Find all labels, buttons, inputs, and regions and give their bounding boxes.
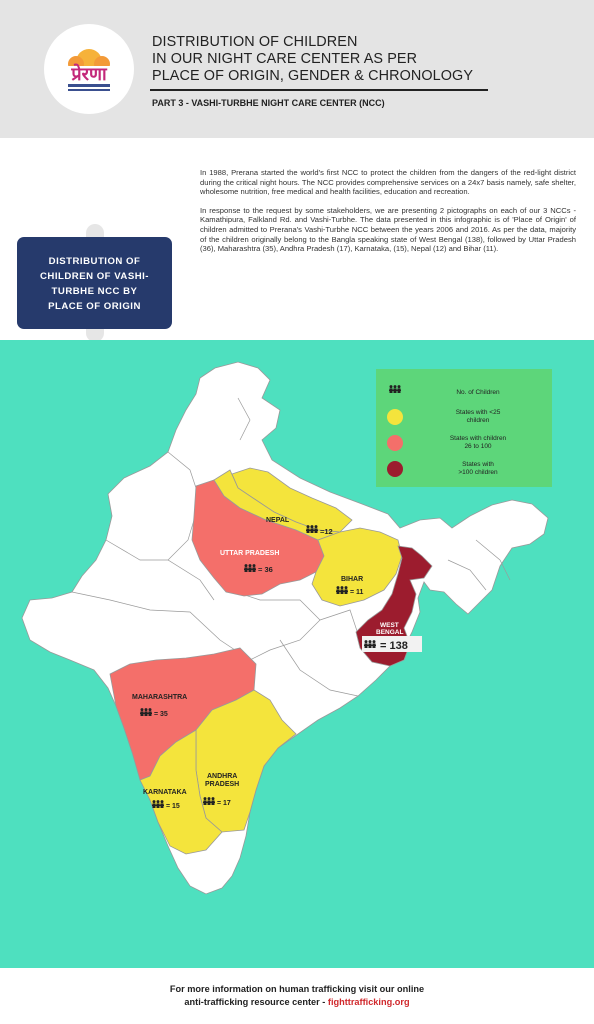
legend bbox=[376, 369, 552, 487]
state-label: MAHARASHTRA bbox=[132, 694, 188, 701]
legend-swatch bbox=[387, 461, 403, 477]
people-icon bbox=[389, 385, 401, 393]
legend-label: States with <25 bbox=[455, 409, 501, 416]
legend-label: States with children bbox=[449, 435, 507, 442]
footer-line: For more information on human trafficking visit our online bbox=[169, 984, 425, 994]
people-icon bbox=[203, 797, 215, 805]
state-value: = 17 bbox=[217, 800, 231, 807]
state-label: KARNATAKA bbox=[143, 789, 187, 796]
title-line: IN OUR NIGHT CARE CENTER AS PER bbox=[152, 51, 418, 67]
state-value: = 15 bbox=[166, 803, 180, 810]
people-icon bbox=[244, 564, 256, 572]
state-label: BIHAR bbox=[341, 576, 364, 583]
people-icon bbox=[152, 800, 164, 808]
state-value: =12 bbox=[320, 527, 333, 536]
legend-swatch bbox=[387, 409, 403, 425]
legend-label: 26 to 100 bbox=[464, 443, 492, 450]
tab-line: CHILDREN OF VASHI- bbox=[39, 271, 150, 282]
people-icon bbox=[364, 640, 376, 648]
tab-line: TURBHE NCC BY bbox=[51, 286, 138, 297]
title-line: DISTRIBUTION OF CHILDREN bbox=[152, 34, 358, 50]
state-label: BENGAL bbox=[376, 629, 404, 636]
tab-line: DISTRIBUTION OF bbox=[48, 256, 141, 267]
people-icon bbox=[306, 525, 318, 533]
logo-text: प्रेरणा bbox=[71, 64, 107, 84]
state-label: UTTAR PRADESH bbox=[220, 550, 280, 557]
title-line: PLACE OF ORIGIN, GENDER & CHRONOLOGY bbox=[152, 68, 474, 84]
state-label: NEPAL bbox=[266, 517, 290, 524]
people-icon bbox=[336, 586, 348, 594]
people-icon bbox=[140, 708, 152, 716]
state-value: = 36 bbox=[258, 565, 273, 574]
footer-link[interactable]: fighttrafficking.org bbox=[327, 997, 410, 1007]
intro-paragraph: In 1988, Prerana started the world's first NCC to protect the children from the dangers of the red-light district during the critical night hours. The NCC provides comprehensive services on a 24x7 basis namely, safe shelter, wholesome nutrition, free medical and health facilities, education and recreation. bbox=[200, 168, 576, 197]
legend-swatch bbox=[387, 435, 403, 451]
state-label: WEST bbox=[380, 622, 399, 629]
footer bbox=[0, 983, 594, 1009]
legend-label: >100 children bbox=[458, 469, 498, 476]
state-label: PRADESH bbox=[205, 781, 240, 788]
legend-label: children bbox=[466, 417, 490, 424]
state-label: ANDHRA bbox=[207, 773, 238, 780]
footer-text: anti-trafficking resource center - bbox=[184, 997, 328, 1007]
tab-line: PLACE OF ORIGIN bbox=[48, 301, 141, 312]
footer-line bbox=[0, 996, 594, 1009]
state-value: = 11 bbox=[350, 589, 364, 596]
legend-label: States with bbox=[462, 461, 494, 468]
intro-paragraph: In response to the request by some stakeholders, we are presenting 2 pictographs on each of our 3 NCCs - Kamathipura, Falkland Rd. and Vashi-Turbhe. The data presented in this infographic is of 'Place of Origin' of children admitted to Prerana's Vashi-Turbhe NCC between the years 2006 and 2016. As per the data, majority of the children originally belong to the Bangla speaking state of West Bengal (138), followed by Uttar Pradesh (36), Maharashtra (35), Andhra Pradesh (17), Karnataka, (15), Nepal (12) and Bihar (11). bbox=[200, 205, 576, 254]
state-value: = 35 bbox=[154, 711, 168, 718]
page-subtitle: PART 3 - VASHI-TURBHE NIGHT CARE CENTER (NCC) bbox=[152, 98, 385, 108]
legend-label: No. of Children bbox=[456, 389, 500, 396]
state-value: = 138 bbox=[380, 640, 408, 652]
